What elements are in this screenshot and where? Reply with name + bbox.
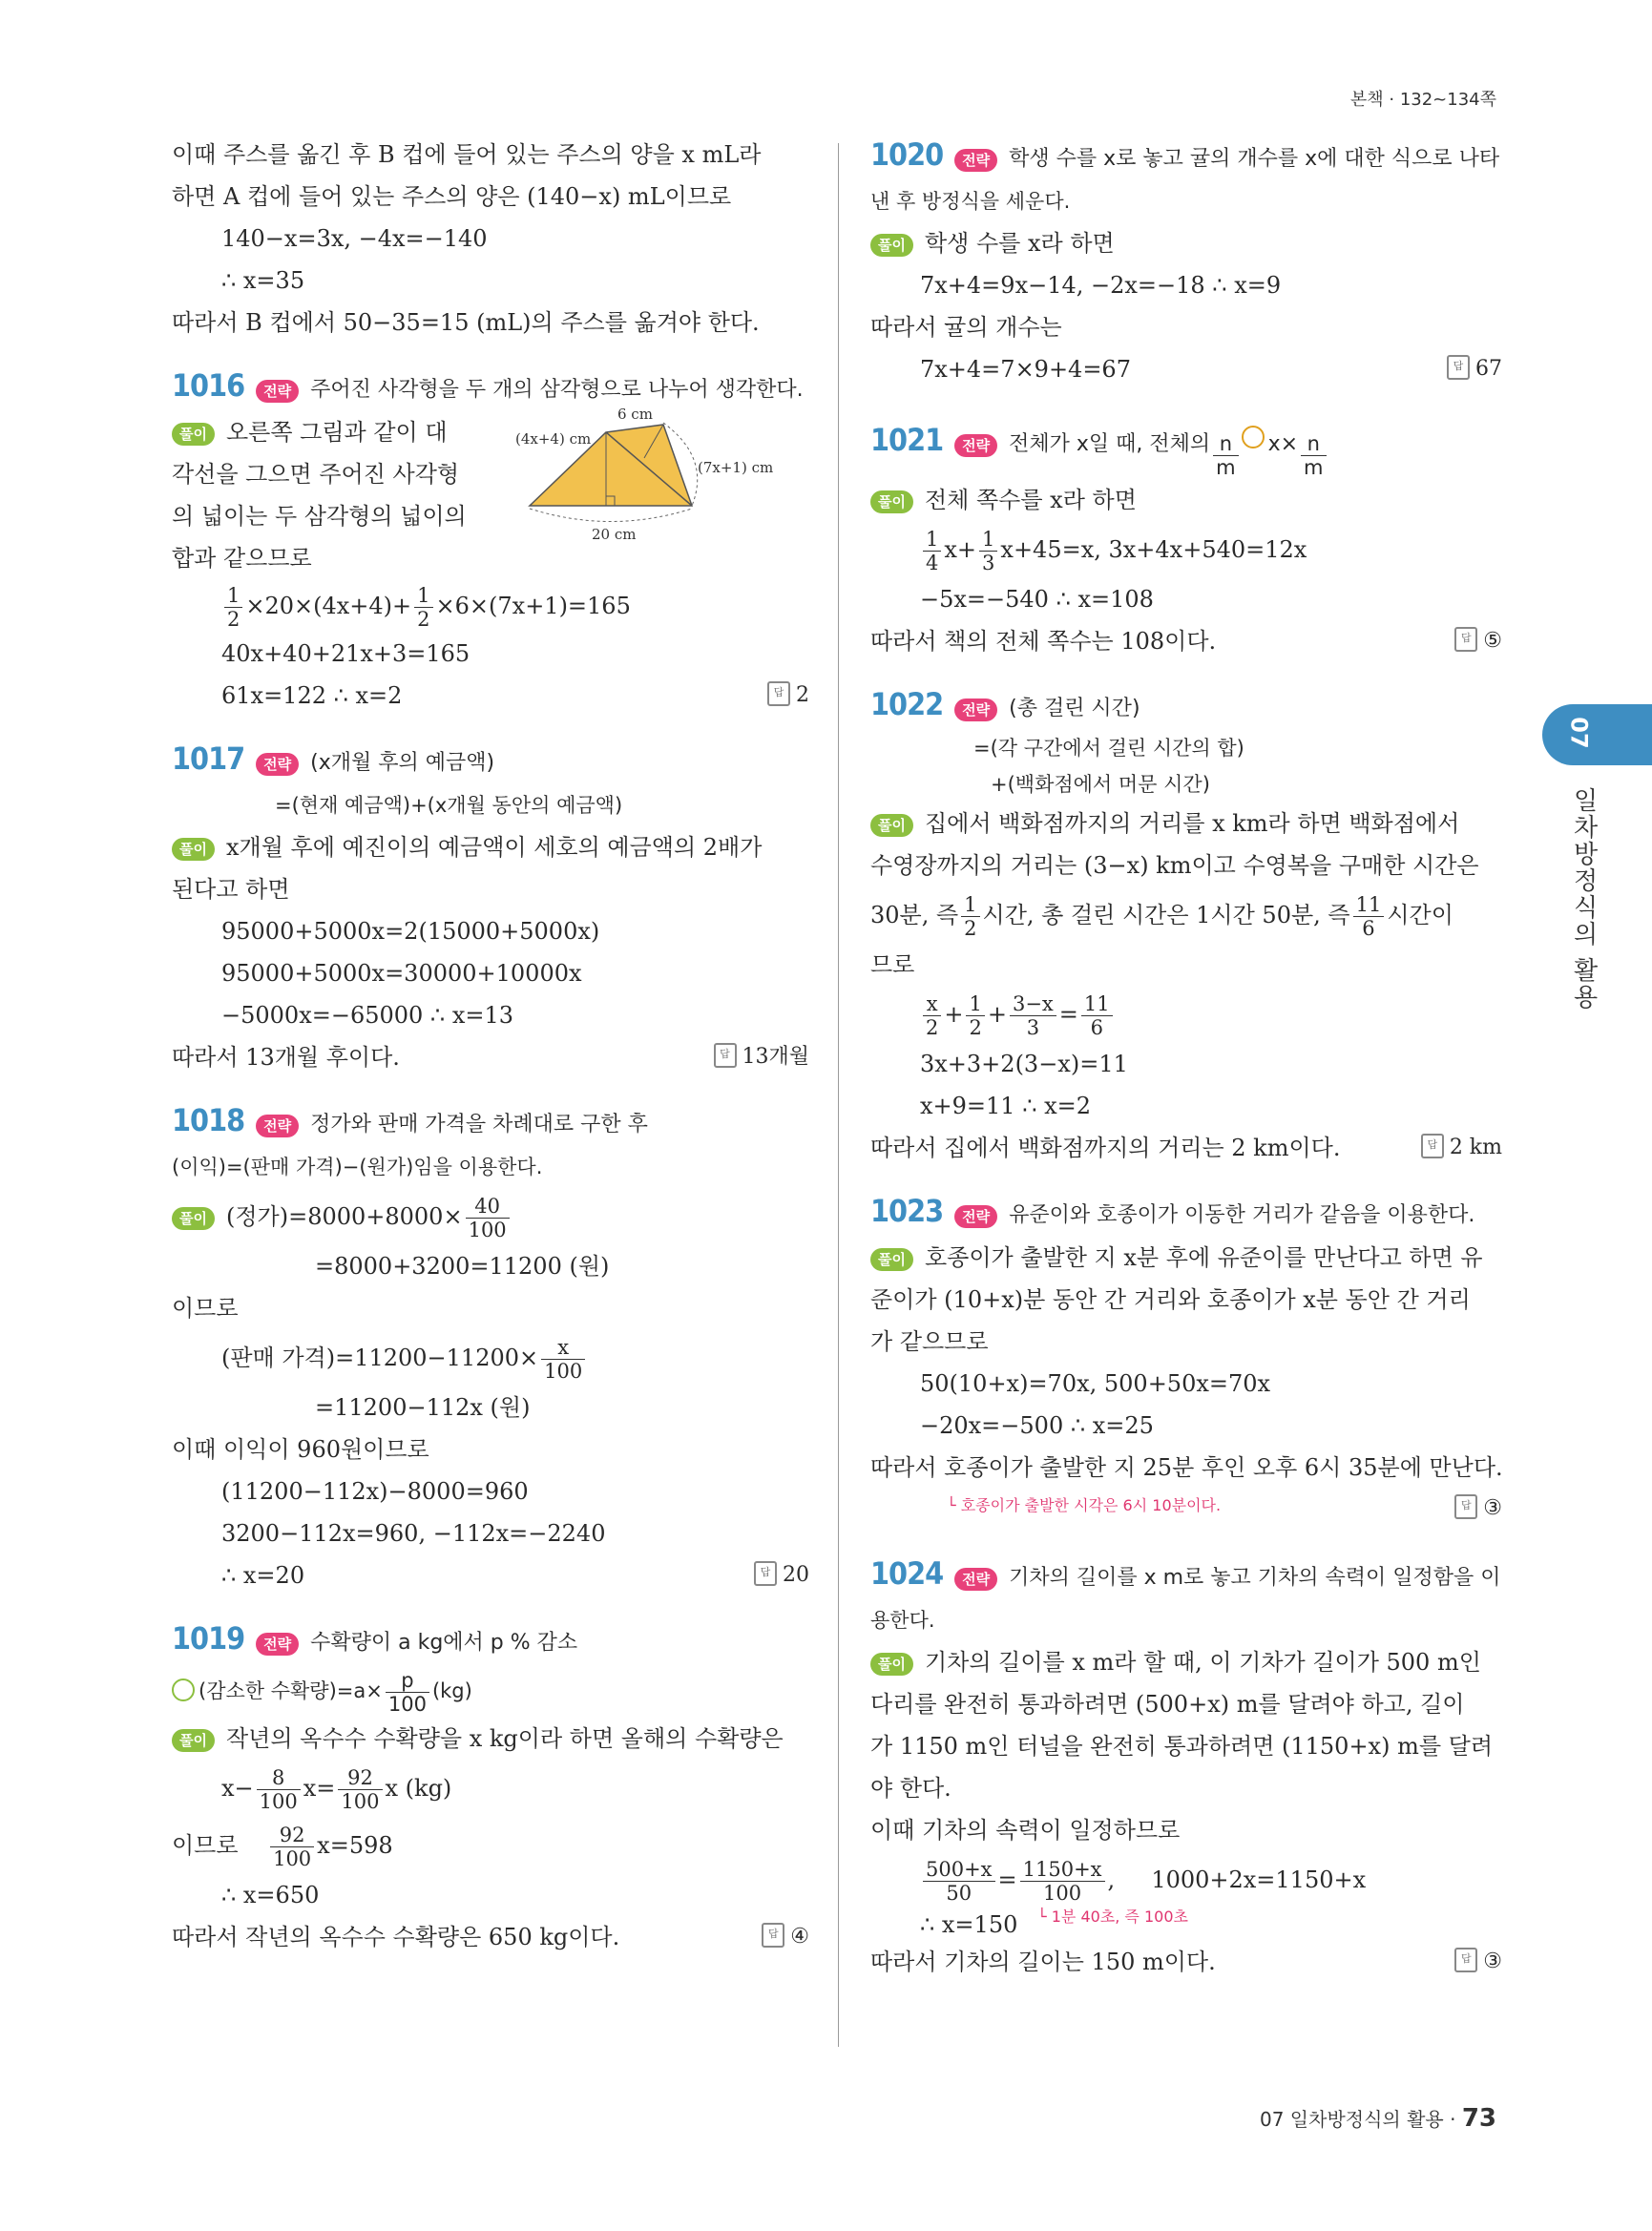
answer-icon: 답 <box>767 681 790 706</box>
solution-line: 야 한다. <box>870 1775 951 1802</box>
strategy-text: (감소한 수확량)=a× $\frac{p}{100}$ (kg) <box>172 1664 809 1718</box>
solution-line: 므로 <box>870 951 915 978</box>
conclusion: 따라서 집에서 백화점까지의 거리는 2 km이다. 답 2 km <box>870 1127 1502 1169</box>
problem-number: 1017 <box>172 740 245 777</box>
problem-1019-header <box>172 1617 809 1664</box>
solution-line: 합과 같으므로 <box>172 545 312 572</box>
strategy-text: 용한다. <box>870 1609 935 1632</box>
solution-badge: 풀이 <box>870 1248 913 1271</box>
equation-line: (11200−112x)−8000=960 <box>221 1478 529 1505</box>
equation-line: 95000+5000x=2(15000+5000x) <box>221 918 600 945</box>
problem-1016-header <box>172 365 809 411</box>
solution-badge: 풀이 <box>870 1653 913 1676</box>
solution-line: 의 넓이는 두 삼각형의 넓이의 <box>172 503 467 530</box>
fig-label-bottom: 20 cm <box>592 526 637 543</box>
arrow-circle-icon <box>172 1678 195 1701</box>
solution-line: 가 1150 m인 터널을 완전히 통과하려면 (1150+x) m를 달려 <box>870 1733 1494 1760</box>
strategy-text: 낸 후 방정식을 세운다. <box>870 190 1071 213</box>
fig-label-top: 6 cm <box>617 406 653 423</box>
strategy-text: =(현재 예금액)+(x개월 동안의 예금액) <box>275 794 623 817</box>
strategy-badge: 전략 <box>954 1205 997 1228</box>
answer-icon: 답 <box>1447 355 1470 380</box>
quadrilateral-figure <box>511 406 797 558</box>
equation-line: (판매 가격)=11200−11200× $\frac{x}{100}$ <box>172 1329 809 1387</box>
conclusion: 따라서 기차의 길이는 150 m이다. 답 ③ <box>870 1941 1502 1983</box>
intro-line: 하면 A 컵에 들어 있는 주스의 양은 (140−x) mL이므로 <box>172 183 732 210</box>
problem-number: 1019 <box>172 1620 245 1657</box>
solution-badge: 풀이 <box>172 1729 215 1752</box>
strategy-badge: 전략 <box>954 149 997 172</box>
answer-icon: 답 <box>754 1561 777 1586</box>
answer-icon: 답 <box>714 1043 737 1068</box>
column-divider <box>838 143 839 2047</box>
solution-badge: 풀이 <box>870 234 913 257</box>
footer-chapter: 07 일차방정식의 활용 <box>1260 2108 1444 2131</box>
equation-line: 3200−112x=960, −112x=−2240 <box>221 1520 606 1547</box>
equation-line: 40x+40+21x+3=165 <box>221 640 471 667</box>
equation-line: ∴ x=650 <box>221 1882 320 1908</box>
answer: 답 13개월 <box>714 1036 810 1078</box>
solution-line: 30분, 즉 $\frac{1}{2}$ 시간, 총 걸린 시간은 1시간 50분, 즉 $\frac{11}{6}$ 시간이 <box>870 893 1453 940</box>
equation-line: 95000+5000x=30000+10000x <box>221 960 582 987</box>
strategy-text: (이익)=(판매 가격)−(원가)임을 이용한다. <box>172 1156 543 1178</box>
strategy-text: 주어진 사각형을 두 개의 삼각형으로 나누어 생각한다. <box>310 378 804 402</box>
intro-line: 이때 주스를 옮긴 후 B 컵에 들어 있는 주스의 양을 x mL라 <box>172 141 762 168</box>
equation-line: 61x=122 ∴ x=2 답 2 <box>172 675 809 717</box>
equation-line: x− $\frac{8}{100}$ x= $\frac{92}{100}$ x (kg) <box>221 1766 452 1813</box>
equation-line: −20x=−500 ∴ x=25 <box>920 1412 1154 1439</box>
solution-line: 가 같으므로 <box>870 1328 989 1355</box>
strategy-text: (총 걸린 시간) <box>1009 697 1140 720</box>
strategy-text: 기차의 길이를 x m로 놓고 기차의 속력이 일정함을 이 <box>1009 1566 1501 1590</box>
strategy-text: 정가와 판매 가격을 차례대로 구한 후 <box>310 1113 648 1136</box>
strategy-badge: 전략 <box>256 380 299 403</box>
left-column: 이때 주스를 옮긴 후 B 컵에 들어 있는 주스의 양을 x mL라 하면 A 컵에 들어 있는 주스의 양은 (140−x) mL이므로 140−x=3x, −4x=−140 ∴ x=35 따라서 B 컵에서 50−35=15 (mL)의 주스를 옮겨야 한다. 1016 전략 주어진 사각형을 두 개의 삼각형으로 나누어 생각한다. 풀이 오른쪽 그림과 같이 대 각선을 그으면 주어진 사각형 의 넓이는 두 삼각형의 넓이의 합과 같으므로 6 cm (4x+4) cm (7x+1) cm 20 cm $\frac{1}{2}$ ×20×(4x+4)+ $\frac{1}{2}$ ×6×(7x+1)=165 40x+40+21x+3=165 61x=122 ∴ x=2 답 2 1017 전략 (x개월 후의 예금액) =(현재 예금액)+(x개월 동안의 예금액) 풀이 x개월 후에 예진이의 예금액이 세호의 예금액의 2배가 된다고 하면 95000+5000x=2(15000+5000x) 95000+5000x=30000+10000x −5000x=−65000 ∴ x=13 따라서 13개월 후이다. 답 13개월 1018 전략 정가와 판매 가격을 차례대로 구한 후 (이익)=(판매 가격)−(원가)임을 이용한다. 풀이 (정가)=8000+8000× $\frac{40}{100}$ =8000+3200=11200 (원) 이므로 (판매 가격)=11200−11200× $\frac{x}{100}$ =11200−112x (원) 이때 이익이 960원이므로 (11200−112x)−8000=960 3200−112x=960, −112x=−2240 ∴ x=20 답 20 1019 전략 수확량이 a kg에서 p % 감소 (감소한 수확량)=a× $\frac{p}{100}$ (kg) 풀이 작년의 옥수수 수확량을 x kg이라 하면 올해의 수확량은 x− $\frac{8}{100}$ x= $\frac{92}{100}$ x (kg) 이므로 $\frac{92}{100}$ x=598 ∴ x=650 따라서 작년의 옥수수 수확량은 650 kg이다. 답 ④ <box>172 134 809 1958</box>
answer-icon: 답 <box>1454 1494 1477 1519</box>
fig-label-right: (7x+1) cm <box>698 459 774 476</box>
problem-number: 1016 <box>172 367 245 404</box>
strategy-text: 유준이와 호종이가 이동한 거리가 같음을 이용한다. <box>1009 1203 1475 1227</box>
solution-line: 오른쪽 그림과 같이 대 <box>225 419 448 446</box>
answer-icon: 답 <box>1421 1134 1444 1158</box>
equation-line: x+9=11 ∴ x=2 <box>920 1093 1092 1119</box>
intro-line: 140−x=3x, −4x=−140 <box>221 225 488 252</box>
equation-line: 이므로 $\frac{92}{100}$ x=598 <box>172 1824 393 1870</box>
annotation-row <box>870 1489 1502 1520</box>
strategy-text: +(백화점에서 머문 시간) <box>991 773 1210 796</box>
right-column <box>870 134 1502 1983</box>
answer: 답 ③ <box>1454 1941 1502 1983</box>
answer: 답 2 <box>767 675 809 717</box>
strategy-badge: 전략 <box>954 698 997 721</box>
page-footer: 07 일차방정식의 활용 · 73 <box>1260 2104 1496 2133</box>
solution-line: 이때 이익이 960원이므로 <box>172 1436 429 1463</box>
equation-line: 3x+3+2(3−x)=11 <box>920 1051 1128 1077</box>
solution-badge: 풀이 <box>172 838 215 861</box>
answer: 답 20 <box>754 1554 809 1596</box>
conclusion: 따라서 작년의 옥수수 수확량은 650 kg이다. 답 ④ <box>172 1916 809 1958</box>
intro-line: 따라서 B 컵에서 50−35=15 (mL)의 주스를 옮겨야 한다. <box>172 309 760 336</box>
problem-1016-body <box>172 406 809 579</box>
solution-line: 호종이가 출발한 지 x분 후에 유준이를 만난다고 하면 유 <box>924 1244 1483 1271</box>
strategy-text: =(각 구간에서 걸린 시간의 합) <box>973 737 1244 760</box>
problem-number: 1020 <box>870 136 944 173</box>
problem-1022-header <box>870 683 1502 730</box>
problem-number: 1024 <box>870 1555 944 1592</box>
page-header: 본책 · 132~134쪽 <box>1349 90 1496 110</box>
problem-1024-header <box>870 1553 1502 1599</box>
solution-line: 수영장까지의 거리는 (3−x) km이고 수영복을 구매한 시간은 <box>870 852 1479 879</box>
annotation-note: └ 호종이가 출발한 시각은 6시 10분이다. <box>947 1496 1222 1514</box>
page-number: 73 <box>1461 2104 1496 2133</box>
solution-badge: 풀이 <box>870 490 913 513</box>
equation-line: ∴ x=150 └ 1분 40초, 즉 100초 <box>870 1908 1502 1941</box>
problem-number: 1023 <box>870 1193 944 1229</box>
solution-line: 준이가 (10+x)분 동안 간 거리와 호종이가 x분 동안 간 거리 <box>870 1286 1471 1313</box>
solution-line: 각선을 그으면 주어진 사각형 <box>172 461 460 488</box>
strategy-text: 수확량이 a kg에서 p % 감소 <box>310 1631 578 1655</box>
solution-line: 집에서 백화점까지의 거리를 x km라 하면 백화점에서 <box>924 810 1460 837</box>
solution-badge: 풀이 <box>172 1207 215 1230</box>
problem-1023-header <box>870 1190 1502 1237</box>
strategy-badge: 전략 <box>256 1633 299 1656</box>
problem-1017-header <box>172 738 809 784</box>
equation-line: $\frac{1}{2}$ ×20×(4x+4)+ $\frac{1}{2}$ ×6×(7x+1)=165 <box>172 579 809 633</box>
problem-number: 1022 <box>870 686 944 722</box>
solution-line: 전체 쪽수를 x라 하면 <box>924 487 1137 513</box>
answer: 답 67 <box>1447 348 1502 390</box>
problem-1018-header <box>172 1099 809 1146</box>
solution-badge: 풀이 <box>172 423 215 446</box>
arrow-circle-icon <box>1242 426 1265 448</box>
answer-icon: 답 <box>1454 627 1477 652</box>
problem-1020-header <box>870 134 1502 180</box>
equation-line: 50(10+x)=70x, 500+50x=70x <box>920 1370 1271 1397</box>
chapter-tab-number: 07 <box>1565 717 1593 749</box>
equation-line: $\frac{x}{2}$ + $\frac{1}{2}$ + $\frac{3-x}{3}$ = $\frac{11}{6}$ <box>870 986 1502 1043</box>
answer: 답 2 km <box>1421 1127 1502 1169</box>
equation-line: 7x+4=9x−14, −2x=−18 ∴ x=9 <box>920 272 1282 299</box>
equation-line: 7x+4=7×9+4=67 답 67 <box>870 348 1502 390</box>
conclusion: 따라서 호종이가 출발한 지 25분 후인 오후 6시 35분에 만난다. <box>870 1454 1503 1481</box>
solution-line: 기차의 길이를 x m라 할 때, 이 기차가 길이가 500 m인 <box>924 1649 1481 1676</box>
solution-line: 학생 수를 x라 하면 <box>924 230 1115 257</box>
solution-line: 따라서 귤의 개수는 <box>870 314 1062 341</box>
fig-label-left: (4x+4) cm <box>515 430 592 448</box>
answer-icon: 답 <box>762 1923 784 1948</box>
answer: 답 ⑤ <box>1454 620 1502 662</box>
solution-line: 된다고 하면 <box>172 876 290 903</box>
strategy-badge: 전략 <box>256 1115 299 1137</box>
problem-number: 1021 <box>870 422 944 458</box>
solution-line: 다리를 완전히 통과하려면 (500+x) m를 달려야 하고, 길이 <box>870 1691 1465 1718</box>
conclusion: 따라서 책의 전체 쪽수는 108이다. 답 ⑤ <box>870 620 1502 662</box>
chapter-tab-title: 일차방정식의 활용 <box>1569 787 1598 1011</box>
equation-line: =8000+3200=11200 (원) <box>315 1253 610 1280</box>
equation-line: =11200−112x (원) <box>315 1394 531 1421</box>
annotation-note: └ 1분 40초, 즉 100초 <box>1037 1908 1188 1926</box>
strategy-badge: 전략 <box>954 1568 997 1591</box>
equation-line: −5000x=−65000 ∴ x=13 <box>221 1002 513 1029</box>
answer-icon: 답 <box>1454 1948 1477 1972</box>
solution-line: 이므로 <box>172 1295 239 1322</box>
equation-line: −5x=−540 ∴ x=108 <box>920 586 1154 613</box>
solution-line: 이때 기차의 속력이 일정하므로 <box>870 1817 1181 1844</box>
chapter-tab <box>1542 704 1652 765</box>
strategy-text: (x개월 후의 예금액) <box>310 751 495 775</box>
solution-line: 작년의 옥수수 수확량을 x kg이라 하면 올해의 수확량은 <box>225 1725 784 1752</box>
strategy-text: 전체가 x일 때, 전체의 <box>1009 432 1211 456</box>
solution-line: (정가)=8000+8000× <box>225 1203 463 1230</box>
answer: 답 ④ <box>762 1916 809 1958</box>
answer: 답 ③ <box>1454 1494 1502 1523</box>
strategy-text: 학생 수를 x로 놓고 귤의 개수를 x에 대한 식으로 나타 <box>1009 147 1500 171</box>
problem-1021-header: 1021 전략 전체가 x일 때, 전체의 $\frac{n}{m}$ x× $\frac{n}{m}$ <box>870 411 1502 479</box>
solution-line: x개월 후에 예진이의 예금액이 세호의 예금액의 2배가 <box>225 834 763 861</box>
strategy-badge: 전략 <box>256 753 299 776</box>
equation-line: $\frac{1}{4}$ x+ $\frac{1}{3}$ x+45=x, 3x+4x+540=12x <box>870 521 1502 578</box>
equation-line: ∴ x=20 답 20 <box>172 1554 809 1596</box>
conclusion: 따라서 13개월 후이다. 답 13개월 <box>172 1036 809 1078</box>
intro-line: ∴ x=35 <box>221 267 305 294</box>
equation-line: $\frac{500+x}{50}$ = $\frac{1150+x}{100}$ , 1000+2x=1150+x <box>870 1851 1502 1908</box>
strategy-badge: 전략 <box>954 434 997 457</box>
problem-number: 1018 <box>172 1102 245 1138</box>
solution-badge: 풀이 <box>870 814 913 837</box>
